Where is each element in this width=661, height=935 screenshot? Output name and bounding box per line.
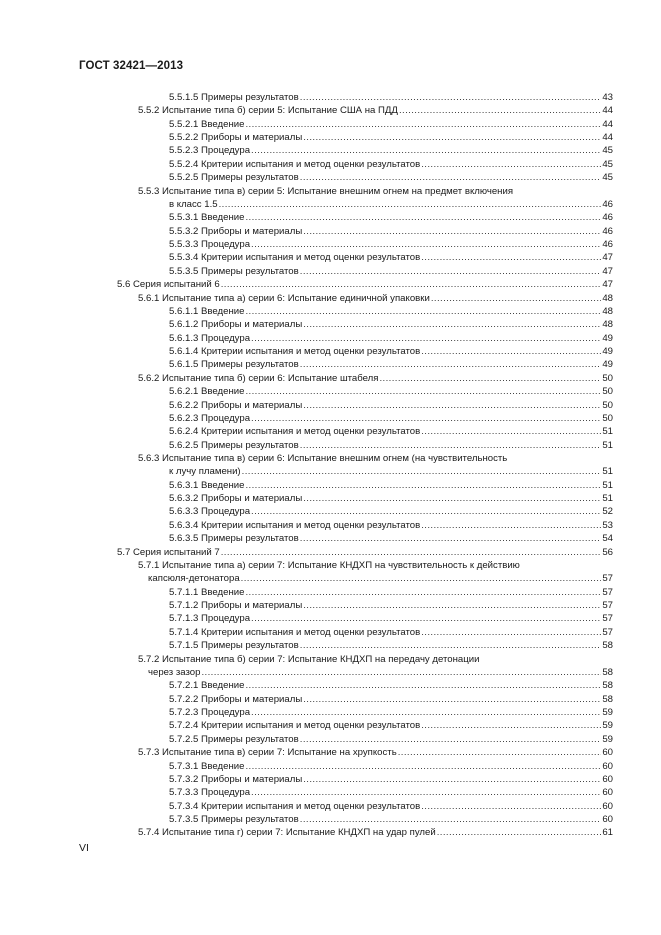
toc-entry-title: 5.6.1.3 Процедура xyxy=(169,332,251,344)
toc-entry[interactable] xyxy=(169,706,613,719)
toc-entry-title: 5.6.3.4 Критерии испытания и метод оценки результатов xyxy=(169,519,421,531)
toc-entry[interactable] xyxy=(117,546,613,559)
toc-entry-page: 43 xyxy=(602,92,613,103)
toc-dot-leader xyxy=(219,198,602,211)
toc-entry-page: 49 xyxy=(602,332,613,344)
toc-entry[interactable] xyxy=(169,225,613,238)
toc-dot-leader xyxy=(431,292,602,305)
toc-entry[interactable] xyxy=(148,666,613,679)
toc-entry[interactable] xyxy=(169,385,613,398)
toc-entry[interactable] xyxy=(169,118,613,131)
toc-entry-title: 5.6.1 Испытание типа а) серии 6: Испытание единичной упаковки xyxy=(138,292,430,304)
toc-entry-title: 5.7.2.2 Приборы и материалы xyxy=(169,693,303,705)
toc-entry[interactable] xyxy=(169,719,613,732)
toc-entry-page: 49 xyxy=(602,359,613,371)
toc-entry-title: 5.5.2.2 Приборы и материалы xyxy=(169,132,303,144)
toc-entry-page: 45 xyxy=(602,172,613,184)
toc-entry-title: 5.6.2.3 Процедура xyxy=(169,412,251,424)
toc-entry-title: 5.7.1.3 Процедура xyxy=(169,613,251,625)
toc-dot-leader xyxy=(421,425,601,438)
toc-entry[interactable] xyxy=(169,505,613,518)
toc-entry[interactable] xyxy=(169,786,613,799)
toc-entry-title: 5.6.2 Испытание типа б) серии 6: Испытание штабеля xyxy=(138,372,379,384)
toc-entry-title: 5.7.3.3 Процедура xyxy=(169,787,251,799)
toc-dot-leader xyxy=(303,693,601,706)
toc-entry[interactable] xyxy=(169,519,613,532)
toc-entry-page: 53 xyxy=(602,519,613,531)
toc-entry-page: 46 xyxy=(602,225,613,237)
toc-dot-leader xyxy=(300,171,602,184)
toc-dot-leader xyxy=(303,492,601,505)
toc-entry-page: 50 xyxy=(602,412,613,424)
toc-dot-leader xyxy=(421,345,601,358)
toc-dot-leader xyxy=(303,773,601,786)
toc-entry[interactable] xyxy=(169,532,613,545)
toc-entry-title: 5.5.3 Испытание типа в) серии 5: Испытание внешним огнем на предмет включения xyxy=(138,185,514,197)
toc-entry-title: 5.5.3.5 Примеры результатов xyxy=(169,265,299,277)
toc-entry-title: 5.5.3.1 Введение xyxy=(169,212,245,224)
toc-entry-page: 52 xyxy=(602,506,613,518)
toc-entry-title: 5.7.1 Испытание типа а) серии 7: Испытание КНДХП на чувствительность к действию xyxy=(138,559,520,571)
toc-dot-leader xyxy=(245,760,601,773)
toc-entry-page: 46 xyxy=(602,198,613,210)
toc-dot-leader xyxy=(421,251,601,264)
toc-dot-leader xyxy=(300,358,602,371)
toc-dot-leader xyxy=(399,104,601,117)
toc-dot-leader xyxy=(251,706,601,719)
toc-entry-page: 60 xyxy=(602,787,613,799)
toc-entry-page: 47 xyxy=(602,279,613,291)
toc-entry-page: 54 xyxy=(602,533,613,545)
toc-dot-leader xyxy=(437,826,602,839)
toc-entry-page: 50 xyxy=(602,372,613,384)
toc-entry-title: 5.6.1.2 Приборы и материалы xyxy=(169,319,303,331)
toc-entry-title: 5.7.4 Испытание типа г) серии 7: Испытание КНДХП на удар пулей xyxy=(138,827,436,839)
toc-dot-leader xyxy=(251,332,601,345)
toc-entry-title: 5.7.2.3 Процедура xyxy=(169,707,251,719)
toc-entry-page: 58 xyxy=(602,640,613,652)
toc-dot-leader xyxy=(251,612,601,625)
toc-entry-title: к лучу пламени) xyxy=(169,466,241,478)
toc-entry[interactable] xyxy=(169,358,613,371)
toc-entry-title: 5.6.2.5 Примеры результатов xyxy=(169,439,299,451)
toc-dot-leader xyxy=(300,733,602,746)
toc-dot-leader xyxy=(421,800,601,813)
toc-dot-leader xyxy=(251,786,601,799)
toc-dot-leader xyxy=(303,399,601,412)
toc-dot-leader xyxy=(245,118,601,131)
toc-dot-leader xyxy=(245,479,601,492)
toc-entry-title: 5.7.2.1 Введение xyxy=(169,680,245,692)
toc-entry-page: 61 xyxy=(602,827,613,839)
toc-entry[interactable] xyxy=(169,211,613,224)
toc-entry-title: 5.6.2.2 Приборы и материалы xyxy=(169,399,303,411)
toc-entry-page: 50 xyxy=(602,399,613,411)
toc-entry-page: 49 xyxy=(602,346,613,358)
toc-entry[interactable] xyxy=(138,653,613,666)
toc-entry[interactable] xyxy=(138,559,613,572)
toc-entry[interactable] xyxy=(169,318,613,331)
toc-entry[interactable] xyxy=(169,465,613,478)
toc-entry-page: 51 xyxy=(602,479,613,491)
toc-entry-title: 5.7.2.5 Примеры результатов xyxy=(169,733,299,745)
toc-entry-page: 58 xyxy=(602,666,613,678)
toc-entry-title: 5.5.1.5 Примеры результатов xyxy=(169,92,299,103)
toc-entry[interactable] xyxy=(169,760,613,773)
toc-entry-title: 5.5.2 Испытание типа б) серии 5: Испытание США на ПДД xyxy=(138,105,398,117)
toc-dot-leader xyxy=(300,639,602,652)
toc-entry-page: 46 xyxy=(602,212,613,224)
toc-entry[interactable] xyxy=(169,131,613,144)
toc-entry-title: 5.5.2.5 Примеры результатов xyxy=(169,172,299,184)
toc-entry[interactable] xyxy=(169,144,613,157)
toc-entry[interactable] xyxy=(169,813,613,826)
toc-entry-title: 5.5.2.3 Процедура xyxy=(169,145,251,157)
toc-entry[interactable] xyxy=(169,345,613,358)
toc-entry-title: 5.6 Серия испытаний 6 xyxy=(117,279,220,291)
toc-entry[interactable] xyxy=(169,733,613,746)
toc-entry-page: 50 xyxy=(602,386,613,398)
toc-entry-title: 5.7.1.1 Введение xyxy=(169,586,245,598)
toc-entry-page: 60 xyxy=(602,813,613,825)
toc-entry-page: 51 xyxy=(602,426,613,438)
toc-entry-page: 51 xyxy=(602,466,613,478)
toc-entry[interactable] xyxy=(169,412,613,425)
toc-entry[interactable] xyxy=(169,492,613,505)
toc-entry-page: 58 xyxy=(602,680,613,692)
toc-entry[interactable] xyxy=(117,278,613,291)
toc-entry[interactable] xyxy=(138,104,613,117)
toc-entry-page: 47 xyxy=(602,265,613,277)
toc-entry-title: 5.6.2.1 Введение xyxy=(169,386,245,398)
toc-entry[interactable] xyxy=(169,91,613,104)
toc-entry[interactable] xyxy=(138,292,613,305)
toc-entry[interactable] xyxy=(148,572,613,585)
toc-dot-leader xyxy=(251,412,601,425)
toc-entry-title: 5.7.2.4 Критерии испытания и метод оценки результатов xyxy=(169,720,421,732)
toc-dot-leader xyxy=(245,586,601,599)
toc-entry[interactable] xyxy=(169,251,613,264)
toc-entry-page: 57 xyxy=(602,573,613,585)
toc-dot-leader xyxy=(303,318,601,331)
toc-entry-title: 5.7.1.2 Приборы и материалы xyxy=(169,600,303,612)
toc-entry-page: 47 xyxy=(602,252,613,264)
toc-entry-title: 5.5.2.1 Введение xyxy=(169,118,245,130)
toc-entry[interactable] xyxy=(169,198,613,211)
toc-entry-page: 58 xyxy=(602,693,613,705)
toc-entry[interactable] xyxy=(138,452,613,465)
toc-entry[interactable] xyxy=(169,171,613,184)
toc-dot-leader xyxy=(300,813,602,826)
toc-entry-title: 5.7.1.5 Примеры результатов xyxy=(169,640,299,652)
toc-entry-page: 46 xyxy=(602,239,613,251)
toc-entry-title: 5.7.3 Испытание типа в) серии 7: Испытание на хрупкость xyxy=(138,747,397,759)
toc-entry-page: 57 xyxy=(602,626,613,638)
toc-entry[interactable] xyxy=(169,158,613,171)
toc-dot-leader xyxy=(398,746,602,759)
toc-dot-leader xyxy=(221,278,602,291)
toc-entry[interactable] xyxy=(169,693,613,706)
toc-entry[interactable] xyxy=(169,679,613,692)
toc-entry-title: 5.6.3.1 Введение xyxy=(169,479,245,491)
toc-entry-page: 60 xyxy=(602,800,613,812)
toc-dot-leader xyxy=(251,144,601,157)
toc-dot-leader xyxy=(421,626,601,639)
toc-entry-page: 60 xyxy=(602,747,613,759)
toc-entry[interactable] xyxy=(169,238,613,251)
toc-dot-leader xyxy=(421,158,601,171)
toc-dot-leader xyxy=(241,572,602,585)
toc-entry[interactable] xyxy=(169,599,613,612)
toc-entry-page: 44 xyxy=(602,132,613,144)
toc-entry[interactable] xyxy=(169,626,613,639)
toc-entry[interactable] xyxy=(169,479,613,492)
toc-entry-page: 44 xyxy=(602,118,613,130)
toc-entry-title: 5.5.3.3 Процедура xyxy=(169,239,251,251)
toc-entry[interactable] xyxy=(169,332,613,345)
toc-entry-page: 51 xyxy=(602,493,613,505)
toc-dot-leader xyxy=(245,211,601,224)
toc-entry[interactable] xyxy=(138,826,613,839)
toc-entry-page: 48 xyxy=(602,292,613,304)
toc-entry-page: 48 xyxy=(602,305,613,317)
toc-entry-title: 5.7.3.2 Приборы и материалы xyxy=(169,773,303,785)
toc-entry-page: 57 xyxy=(602,613,613,625)
toc-entry-title: через зазор xyxy=(148,666,201,678)
toc-entry-title: 5.7.3.1 Введение xyxy=(169,760,245,772)
toc-entry-page: 60 xyxy=(602,773,613,785)
toc-entry[interactable] xyxy=(138,746,613,759)
toc-dot-leader xyxy=(201,666,601,679)
toc-entry[interactable] xyxy=(169,265,613,278)
toc-entry[interactable] xyxy=(138,185,613,198)
toc-entry[interactable] xyxy=(169,612,613,625)
toc-dot-leader xyxy=(300,91,602,104)
toc-entry-title: 5.5.3.2 Приборы и материалы xyxy=(169,225,303,237)
toc-entry[interactable] xyxy=(169,800,613,813)
toc-entry-title: 5.6.3.2 Приборы и материалы xyxy=(169,493,303,505)
toc-entry-page: 48 xyxy=(602,319,613,331)
toc-dot-leader xyxy=(242,465,602,478)
toc-entry-page: 57 xyxy=(602,586,613,598)
toc-entry-page: 45 xyxy=(602,158,613,170)
toc-dot-leader xyxy=(303,225,601,238)
toc-entry-title: в класс 1.5 xyxy=(169,198,218,210)
toc-dot-leader xyxy=(245,385,601,398)
toc-dot-leader xyxy=(245,305,601,318)
toc-entry[interactable] xyxy=(169,773,613,786)
toc-entry-page: 60 xyxy=(602,760,613,772)
toc-entry-page: 59 xyxy=(602,720,613,732)
toc-entry[interactable] xyxy=(169,586,613,599)
toc-entry-title: 5.6.1.4 Критерии испытания и метод оценки результатов xyxy=(169,346,421,358)
toc-entry[interactable] xyxy=(169,399,613,412)
toc-entry-page: 57 xyxy=(602,600,613,612)
toc-dot-leader xyxy=(379,372,601,385)
toc-dot-leader xyxy=(221,546,602,559)
toc-dot-leader xyxy=(300,265,602,278)
toc-entry-title: 5.7.2 Испытание типа б) серии 7: Испытание КНДХП на передачу детонации xyxy=(138,653,480,665)
toc-dot-leader xyxy=(245,679,601,692)
toc-entry[interactable] xyxy=(169,425,613,438)
toc-dot-leader xyxy=(421,519,601,532)
toc-entry-title: 5.7.3.4 Критерии испытания и метод оценки результатов xyxy=(169,800,421,812)
toc-entry-page: 44 xyxy=(602,105,613,117)
page-number: VI xyxy=(79,842,89,854)
toc-dot-leader xyxy=(251,238,601,251)
toc-dot-leader xyxy=(300,532,602,545)
toc-dot-leader xyxy=(303,131,601,144)
toc-entry[interactable] xyxy=(138,372,613,385)
toc-entry-title: 5.6.3.5 Примеры результатов xyxy=(169,533,299,545)
toc-dot-leader xyxy=(300,439,602,452)
toc-entry-title: 5.7 Серия испытаний 7 xyxy=(117,546,220,558)
toc-entry-title: 5.6.2.4 Критерии испытания и метод оценки результатов xyxy=(169,426,421,438)
toc-entry-title: 5.7.3.5 Примеры результатов xyxy=(169,813,299,825)
toc-entry-title: 5.5.3.4 Критерии испытания и метод оценки результатов xyxy=(169,252,421,264)
toc-entry[interactable] xyxy=(169,439,613,452)
toc-entry-title: 5.6.3 Испытание типа в) серии 6: Испытание внешним огнем (на чувствительность xyxy=(138,452,508,464)
toc-entry-page: 45 xyxy=(602,145,613,157)
document-header: ГОСТ 32421—2013 xyxy=(79,60,184,72)
toc-dot-leader xyxy=(251,505,601,518)
toc-dot-leader xyxy=(421,719,601,732)
toc-entry-page: 56 xyxy=(602,546,613,558)
toc-entry-title: 5.6.1.5 Примеры результатов xyxy=(169,359,299,371)
toc-entry-title: капсюля-детонатора xyxy=(148,573,240,585)
toc-entry[interactable] xyxy=(169,639,613,652)
toc-entry-page: 51 xyxy=(602,439,613,451)
toc-entry-title: 5.6.3.3 Процедура xyxy=(169,506,251,518)
toc-entry-title: 5.5.2.4 Критерии испытания и метод оценки результатов xyxy=(169,158,421,170)
toc-entry-title: 5.6.1.1 Введение xyxy=(169,305,245,317)
toc-entry-title: 5.7.1.4 Критерии испытания и метод оценки результатов xyxy=(169,626,421,638)
toc-dot-leader xyxy=(303,599,601,612)
toc-entry-page: 59 xyxy=(602,707,613,719)
toc-entry[interactable] xyxy=(169,305,613,318)
toc-entry-page: 59 xyxy=(602,733,613,745)
